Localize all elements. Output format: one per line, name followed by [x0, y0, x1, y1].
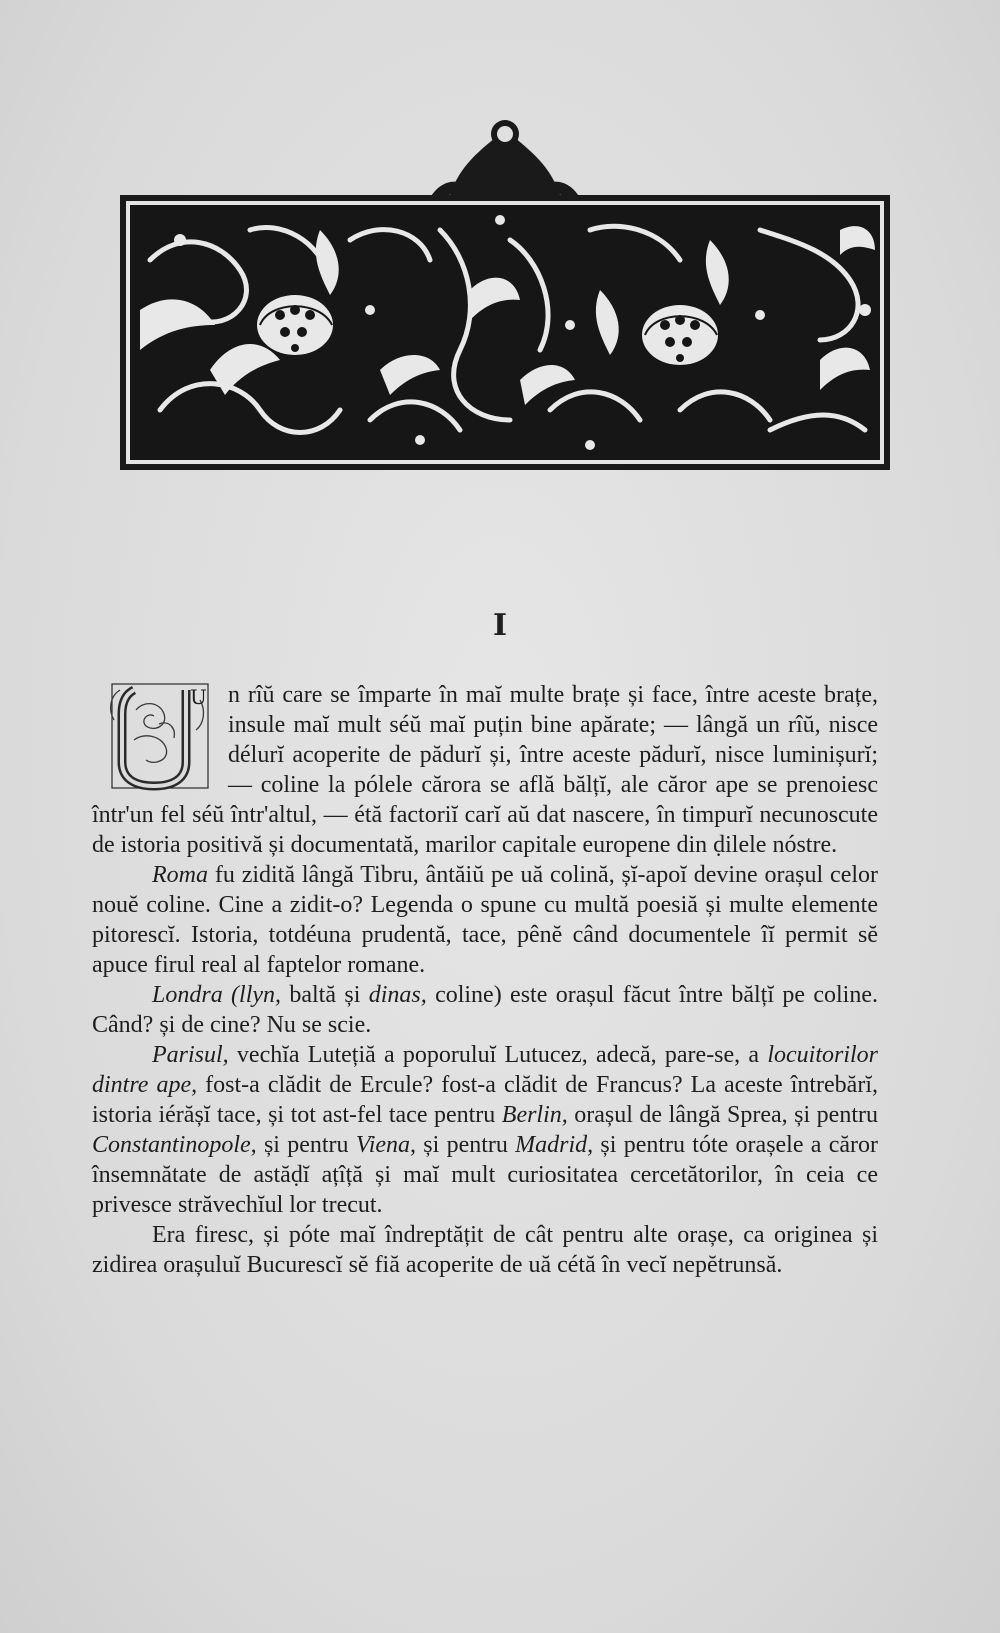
decorated-initial-icon	[104, 680, 214, 792]
viena-italic: Viena,	[355, 1132, 417, 1158]
londra-italic: Londra (llyn,	[152, 982, 282, 1008]
paragraph-5	[92, 1220, 878, 1280]
paragraph-2	[92, 860, 878, 980]
paragraph-4-text-d: și pentru	[256, 1132, 356, 1158]
paragraph-4-text-c: orașul de lângă Sprea, și pentru	[567, 1102, 878, 1128]
paragraph-4-text-e: și pentru	[416, 1132, 516, 1158]
paragraph-4-text-f: și pentru tóte orașele a căror însemnătate de astăḍĭ ațîță și maĭ mult curiositatea cercetătorilor, în ceia ce privesce străvechĭul lor trecut.	[92, 1132, 878, 1218]
drop-cap-initial	[104, 680, 214, 792]
paragraph-4-text-a: vechĭa Lutețiă a poporuluĭ Lutucez, adecă, pare-se, a	[228, 1042, 768, 1068]
roma-italic: Roma	[152, 862, 208, 888]
berlin-italic: Berlin,	[501, 1102, 568, 1128]
ornamental-headpiece	[120, 110, 890, 480]
paragraph-1-text: n rîŭ care se împarte în maĭ multe brațe și face, între aceste brațe, insule maĭ mult séŭ maĭ puțin bine apărate; — lângă un rîŭ, nisce délurĭ acoperite de pădurĭ și, între aceste pădurĭ, nisce luminișurĭ; — coline la pólele cărora se află bălțĭ, ale căror ape se prenoiesc într'un fel séŭ într'altul, — étă factoriĭ carĭ aŭ dat nascere, în timpurĭ necunoscute de istoria positivă și documentată, marilor capitale europene din ḍilele nóstre.	[92, 682, 878, 858]
chapter-number: I	[492, 608, 508, 643]
paragraph-4-text-b: fost-a clădit de Ercule? fost-a clădit de Francus? La aceste întrebărĭ, istoria iérășĭ tace, și tot ast-fel tace pentru	[92, 1072, 878, 1128]
constantinopole-italic: Constantinopole,	[92, 1132, 257, 1158]
locuitorilor-italic: locuitorilor dintre ape,	[92, 1042, 878, 1098]
floral-ornament-icon	[120, 110, 890, 480]
paragraph-4	[92, 1040, 878, 1220]
madrid-italic: Madrid,	[515, 1132, 594, 1158]
paragraph-5-text: Era firesc, și póte maĭ îndreptățit de cât pentru alte orașe, ca originea și zidirea orașuluĭ Bucurescĭ sĕ fiă acoperite de uă cétă în vecĭ nepĕtrunsă.	[92, 1222, 878, 1278]
chapter-body	[92, 680, 878, 1280]
initial-letter: U	[190, 685, 207, 709]
paragraph-3-text-a: baltă și	[281, 982, 369, 1008]
parisul-italic: Parisul,	[152, 1042, 229, 1068]
dinas-italic: dinas,	[368, 982, 427, 1008]
paragraph-2-text: fu zidită lângă Tibru, ântăiŭ pe uă colină, șĭ-apoĭ devine orașul celor nouĕ coline. Cine a zidit-o? Legenda o spune cu multă poesiă și multe elemente pitorescĭ. Istoria, totdéuna prudentă, tace, pênĕ când documentele îĭ permit sĕ apuce firul real al faptelor romane.	[92, 862, 878, 978]
paragraph-1	[92, 680, 878, 860]
paragraph-3-text-b: coline) este orașul făcut între bălțĭ pe coline. Când? și de cine? Nu se scie.	[92, 982, 878, 1038]
paragraph-3	[92, 980, 878, 1040]
